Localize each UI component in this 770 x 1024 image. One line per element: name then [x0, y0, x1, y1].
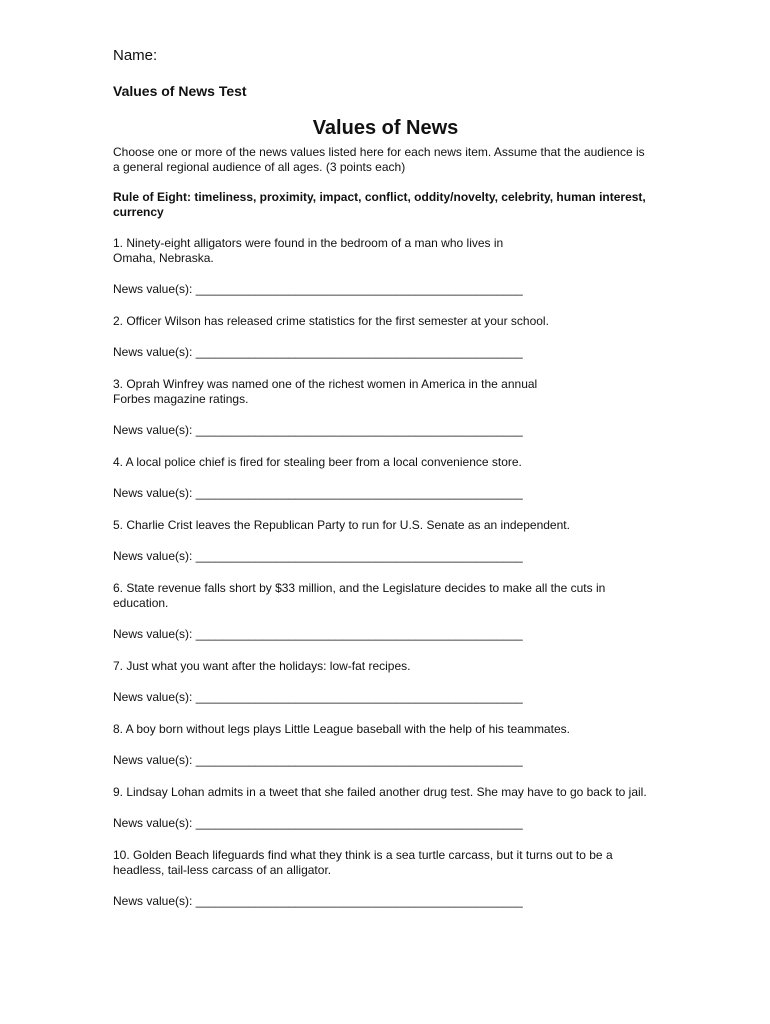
question-item	[113, 785, 653, 831]
question-item	[113, 377, 653, 438]
news-value-answer-line[interactable]: News value(s): _________________________________________________	[113, 282, 523, 296]
question-text: 3. Oprah Winfrey was named one of the richest women in America in the annual Forbes magazine ratings.	[113, 377, 538, 406]
question-item	[113, 455, 653, 501]
test-subtitle: Values of News Test	[113, 83, 247, 99]
question-item	[113, 659, 653, 705]
question-item	[113, 581, 653, 642]
news-value-answer-line[interactable]: News value(s): _________________________________________________	[113, 423, 523, 437]
news-value-answer-line[interactable]: News value(s): _________________________________________________	[113, 690, 523, 704]
rule-of-eight-text: Rule of Eight: timeliness, proximity, impact, conflict, oddity/novelty, celebrity, human interest, currency	[113, 190, 646, 219]
news-value-answer-line[interactable]: News value(s): _________________________________________________	[113, 816, 523, 830]
question-text: 7. Just what you want after the holidays: low-fat recipes.	[113, 659, 411, 673]
page-title: Values of News	[312, 117, 459, 139]
question-item	[113, 722, 653, 768]
question-text: 1. Ninety-eight alligators were found in the bedroom of a man who lives in Omaha, Nebraska.	[113, 236, 504, 265]
question-text: 6. State revenue falls short by $33 million, and the Legislature decides to make all the cuts in education.	[113, 581, 606, 610]
news-value-answer-line[interactable]: News value(s): _________________________________________________	[113, 753, 523, 767]
question-text: 2. Officer Wilson has released crime statistics for the first semester at your school.	[113, 314, 549, 328]
instructions-text: Choose one or more of the news values listed here for each news item. Assume that the audience is a general regional audience of all ages. (3 points each)	[113, 145, 645, 174]
question-item	[113, 236, 653, 297]
name-label: Name:	[113, 47, 158, 64]
question-list	[113, 236, 653, 909]
question-text: 9. Lindsay Lohan admits in a tweet that she failed another drug test. She may have to go back to jail.	[113, 785, 647, 799]
question-text: 8. A boy born without legs plays Little League baseball with the help of his teammates.	[113, 722, 570, 736]
news-value-answer-line[interactable]: News value(s): _________________________________________________	[113, 894, 523, 908]
question-item	[113, 314, 653, 360]
question-text: 4. A local police chief is fired for stealing beer from a local convenience store.	[113, 455, 522, 469]
news-value-answer-line[interactable]: News value(s): _________________________________________________	[113, 486, 523, 500]
news-value-answer-line[interactable]: News value(s): _________________________________________________	[113, 549, 523, 563]
question-item	[113, 518, 653, 564]
news-value-answer-line[interactable]: News value(s): _________________________________________________	[113, 627, 523, 641]
question-item	[113, 848, 653, 909]
worksheet-page	[113, 46, 653, 909]
news-value-answer-line[interactable]: News value(s): _________________________________________________	[113, 345, 523, 359]
question-text: 5. Charlie Crist leaves the Republican Party to run for U.S. Senate as an independent.	[113, 518, 570, 532]
question-text: 10. Golden Beach lifeguards find what they think is a sea turtle carcass, but it turns out to be a headless, tail-less carcass of an alligator.	[113, 848, 613, 877]
